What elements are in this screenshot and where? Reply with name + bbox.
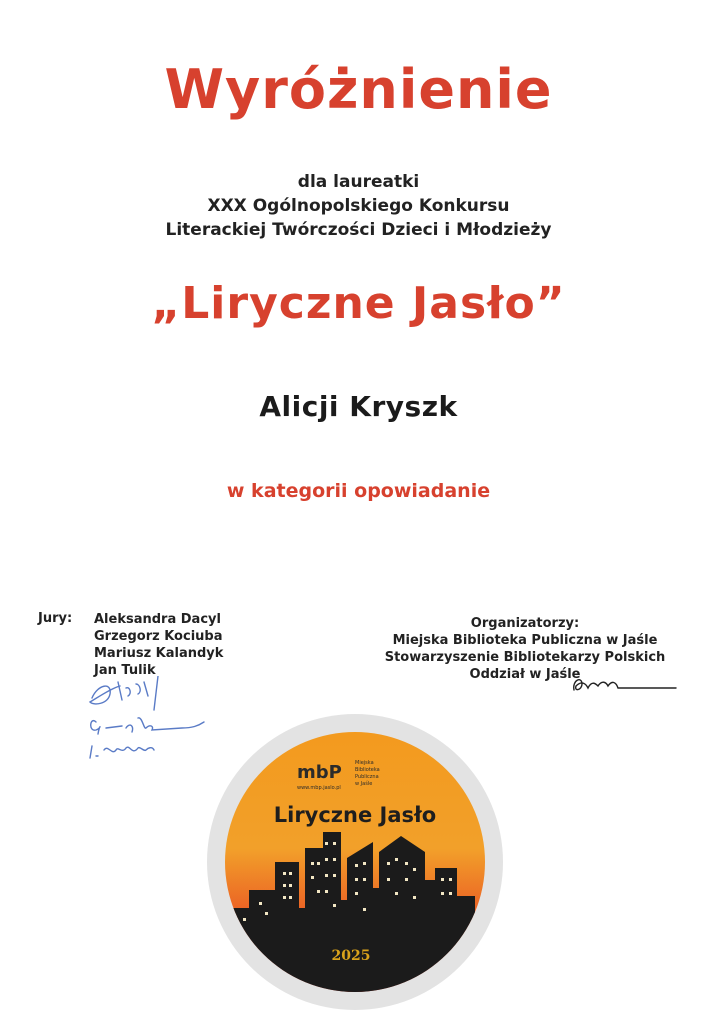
library-line: w Jaśle <box>355 781 373 787</box>
jury-list <box>94 611 314 679</box>
certificate-heading: Wyróżnienie <box>164 58 553 121</box>
signature-dacyl <box>90 676 158 710</box>
library-line: Biblioteka <box>355 767 380 773</box>
contest-seal <box>205 712 505 1012</box>
signature-kalandyk <box>90 746 154 758</box>
jury-member: Mariusz Kalandyk <box>94 646 224 661</box>
jury-member: Aleksandra Dacyl <box>94 612 221 627</box>
jury-signatures <box>82 676 212 786</box>
library-line: Miejska <box>355 760 374 766</box>
library-line: Publiczna <box>355 774 379 780</box>
organizer-line: Oddział w Jaśle <box>469 667 581 682</box>
recipient-name: Alicji Kryszk <box>259 390 458 423</box>
intro-text <box>0 170 717 242</box>
mbp-logo-text: mbP <box>297 762 342 783</box>
jury-member: Jan Tulik <box>94 663 156 678</box>
intro-line-3: Literackiej Twórczości Dzieci i Młodzieży <box>165 220 552 240</box>
organizer-signature <box>568 670 680 698</box>
intro-line-1: dla laureatki <box>297 172 420 192</box>
seal-title: Liryczne Jasło <box>273 803 437 827</box>
award-category: w kategorii opowiadanie <box>226 480 491 502</box>
contest-name: „Liryczne Jasło” <box>151 278 566 329</box>
organizer-line: Stowarzyszenie Bibliotekarzy Polskich <box>384 650 666 665</box>
jury-member: Grzegorz Kociuba <box>94 629 223 644</box>
intro-line-2: XXX Ogólnopolskiego Konkursu <box>207 196 510 216</box>
organizer-line: Miejska Biblioteka Publiczna w Jaśle <box>392 633 658 648</box>
organizers-label: Organizatorzy: <box>470 616 580 631</box>
seal-url: www.mbp.jaslo.pl <box>297 785 341 791</box>
jury-label: Jury: <box>38 611 73 626</box>
seal-year: 2025 <box>331 948 371 964</box>
signature-kociuba <box>91 718 204 734</box>
